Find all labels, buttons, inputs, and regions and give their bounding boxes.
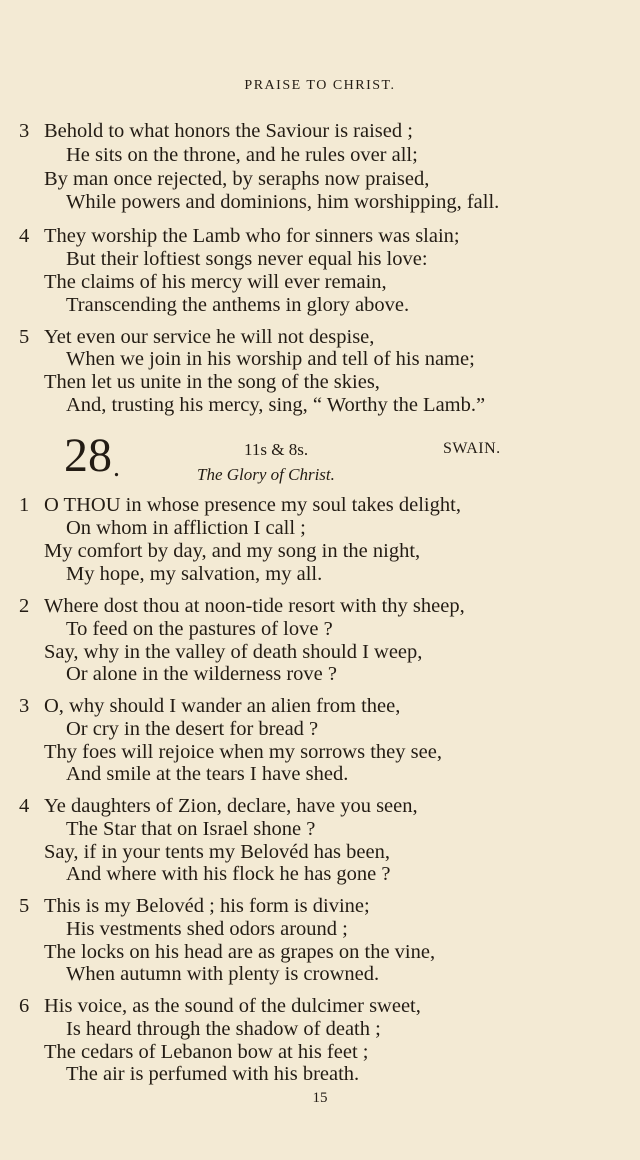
hymn-meter: 11s & 8s.	[244, 440, 309, 459]
hymn-number: 28	[64, 429, 112, 482]
verse-line: When we join in his worship and tell of his name;	[66, 348, 475, 370]
verse-line: And where with his flock he has gone ?	[66, 863, 391, 885]
verse-line: His vestments shed odors around ;	[66, 918, 348, 940]
verse-line: And, trusting his mercy, sing, “ Worthy the Lamb.”	[66, 394, 486, 416]
verse-line: Say, if in your tents my Belovéd has been,	[44, 841, 390, 863]
verse-line: The Star that on Israel shone ?	[66, 818, 316, 840]
verse-line: He sits on the throne, and he rules over all;	[66, 144, 418, 166]
stanza-number: 3	[19, 695, 30, 717]
stanza-number: 4	[19, 225, 30, 247]
verse-line: The air is perfumed with his breath.	[66, 1063, 360, 1085]
verse-line: Behold to what honors the Saviour is raised ;	[44, 120, 413, 142]
stanza-number: 5	[19, 895, 30, 917]
verse-line: The claims of his mercy will ever remain,	[44, 271, 387, 293]
hymn-title: The Glory of Christ.	[197, 465, 335, 484]
stanza-number: 6	[19, 995, 30, 1017]
verse-line: They worship the Lamb who for sinners was slain;	[44, 225, 460, 247]
running-head: PRAISE TO CHRIST.	[244, 78, 396, 93]
hymn-number-period: .	[113, 452, 120, 483]
verse-line: But their loftiest songs never equal his love:	[66, 248, 428, 270]
verse-line: The locks on his head are as grapes on the vine,	[44, 941, 436, 963]
stanza-number: 4	[19, 795, 30, 817]
verse-line: Transcending the anthems in glory above.	[66, 294, 410, 316]
verse-line: To feed on the pastures of love ?	[66, 618, 333, 640]
verse-line: The cedars of Lebanon bow at his feet ;	[44, 1041, 369, 1063]
verse-line: O THOU in whose presence my soul takes delight,	[44, 494, 461, 516]
verse-line: O, why should I wander an alien from thee,	[44, 695, 401, 717]
verse-line: Or alone in the wilderness rove ?	[66, 663, 337, 685]
verse-line: My comfort by day, and my song in the night,	[44, 540, 421, 562]
verse-line: Thy foes will rejoice when my sorrows they see,	[44, 741, 442, 763]
stanza-number: 1	[19, 494, 30, 516]
verse-line: Yet even our service he will not despise,	[44, 326, 375, 348]
verse-line: And smile at the tears I have shed.	[66, 763, 349, 785]
verse-line: Then let us unite in the song of the skies,	[44, 371, 380, 393]
verse-line: Is heard through the shadow of death ;	[66, 1018, 381, 1040]
stanza-number: 3	[19, 120, 30, 142]
page-number: 15	[312, 1090, 328, 1106]
verse-line: When autumn with plenty is crowned.	[66, 963, 380, 985]
verse-line: Or cry in the desert for bread ?	[66, 718, 319, 740]
verse-line: Where dost thou at noon-tide resort with thy sheep,	[44, 595, 465, 617]
verse-line: While powers and dominions, him worshipping, fall.	[66, 191, 500, 213]
verse-line: Say, why in the valley of death should I weep,	[44, 641, 423, 663]
stanza-number: 5	[19, 326, 30, 348]
stanza-number: 2	[19, 595, 30, 617]
hymn-tune: SWAIN.	[443, 440, 501, 457]
verse-line: My hope, my salvation, my all.	[66, 563, 323, 585]
verse-line: On whom in affliction I call ;	[66, 517, 306, 539]
verse-line: Ye daughters of Zion, declare, have you seen,	[44, 795, 418, 817]
verse-line: His voice, as the sound of the dulcimer sweet,	[44, 995, 421, 1017]
verse-line: This is my Belovéd ; his form is divine;	[44, 895, 370, 917]
verse-line: By man once rejected, by seraphs now praised,	[44, 168, 430, 190]
